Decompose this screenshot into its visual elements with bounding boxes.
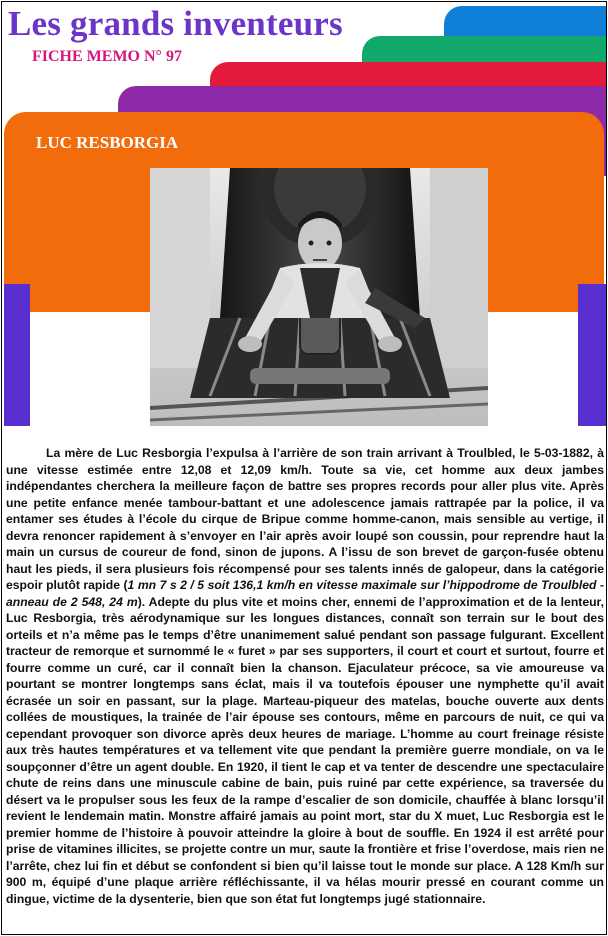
biography-text (6, 445, 604, 907)
memo-card (1, 1, 607, 935)
locomotive-photo-image (150, 168, 488, 426)
biography-part-1: La mère de Luc Resborgia l’expulsa à l’arrière de son train arrivant à Troulbled, le 5-03-1882, à une vitesse estimée entre 12,08 et 12,09 km/h. Toute sa vie, cet homme aux deux jambes indépendantes cherchera la meilleure façon de battre ses propres records pour aller plus vite. Après une petite enfance menée tambour-battant et une adolescence jamais rattrapée par la police, il va entamer ses études à l’école du cirque de Bripue comme homme-canon, mais sensible au vertige, il devra renoncer rapidement à s’envoyer en l’air après avoir loupé son coussin, pour reprendre haut la main un cursus de coureur de fond, sinon de jupons. A l’issu de son brevet de garçon-fusée obtenu haut les pieds, il sera plusieurs fois récompensé pour ses talents innés de galopeur, dans la catégorie espoir plutôt rapide ( (6, 446, 604, 592)
record-note: 1 mn 7 s 2 / 5 soit 136,1 km/h en vitesse maximale sur l’hippodrome de Troulbled - anneau de 2 548, 24 m (6, 578, 605, 609)
page-title: Les grands inventeurs (8, 4, 343, 43)
inventor-name: LUC RESBORGIA (36, 133, 179, 152)
memo-number: FICHE MEMO N° 97 (32, 48, 182, 65)
portrait-photo (150, 168, 488, 426)
biography-part-2: ). Adepte du plus vite et moins cher, ennemi de l’approximation et de la lenteur, Luc Resborgia, très aérodynamique sur les longues distances, connaît son terrain sur le bout des orteils et n’a même pas le temps d’être unanimement salué pendant son passage fulgurant. Excellent tracteur de remorque et surnommé le « furet » par ses supporters, il court et court et surtout, fourre et fourre comme un curé, car il connaît bien la chanson. Ejaculateur précoce, sa vie amoureuse va pourtant se montrer longtemps sans éclat, mais il va toutefois épouser une nymphette qu’il avait écrasée un soir en passant, sur la plage. Marteau-piqueur des matelas, bouche ouverte aux dents collées de moustiques, la trainée de l’air épouse ses contours, même en parcours de nuit, ce qui va cependant provoquer son divorce après deux heures de mariage. L’homme au court freinage résiste aux très hautes températures et va tellement vite que pendant la première guerre mondiale, on va le soupçonner d’être un agent double. En 1920, il tient le cap et va tenter de descendre une spectaculaire chute de reins dans une minuscule cabine de bain, puis ruiné par cette expérience, sa traversée du désert va le propulser sous les feux de la rampe d’escalier de son domicile, chauffée à blanc lorsqu’il revient le lendemain matin. Monstre affairé jamais au point mort, star du X muet, Luc Resborgia est le premier homme de l’histoire à pouvoir atteindre la gloire à bout de souffle. En 1924 il est arrêté pour prise de vitamines illicites, se projette contre un mur, saute la frontière et frise l’overdose, mais rien ne l’arrête, chez lui fin et début se confondent si bien qu’il laisse tout le monde sur place. A 128 Km/h sur 900 m, équipé d’une plaque arrière réfléchissante, il va hélas mourir pressé en courant comme un dingue, victime de la dysenterie, bien que son état fut longtemps jugé stationnaire. (6, 594, 605, 906)
header (2, 2, 606, 426)
decor-bar-right (578, 284, 606, 426)
decor-bar-left (4, 284, 30, 426)
